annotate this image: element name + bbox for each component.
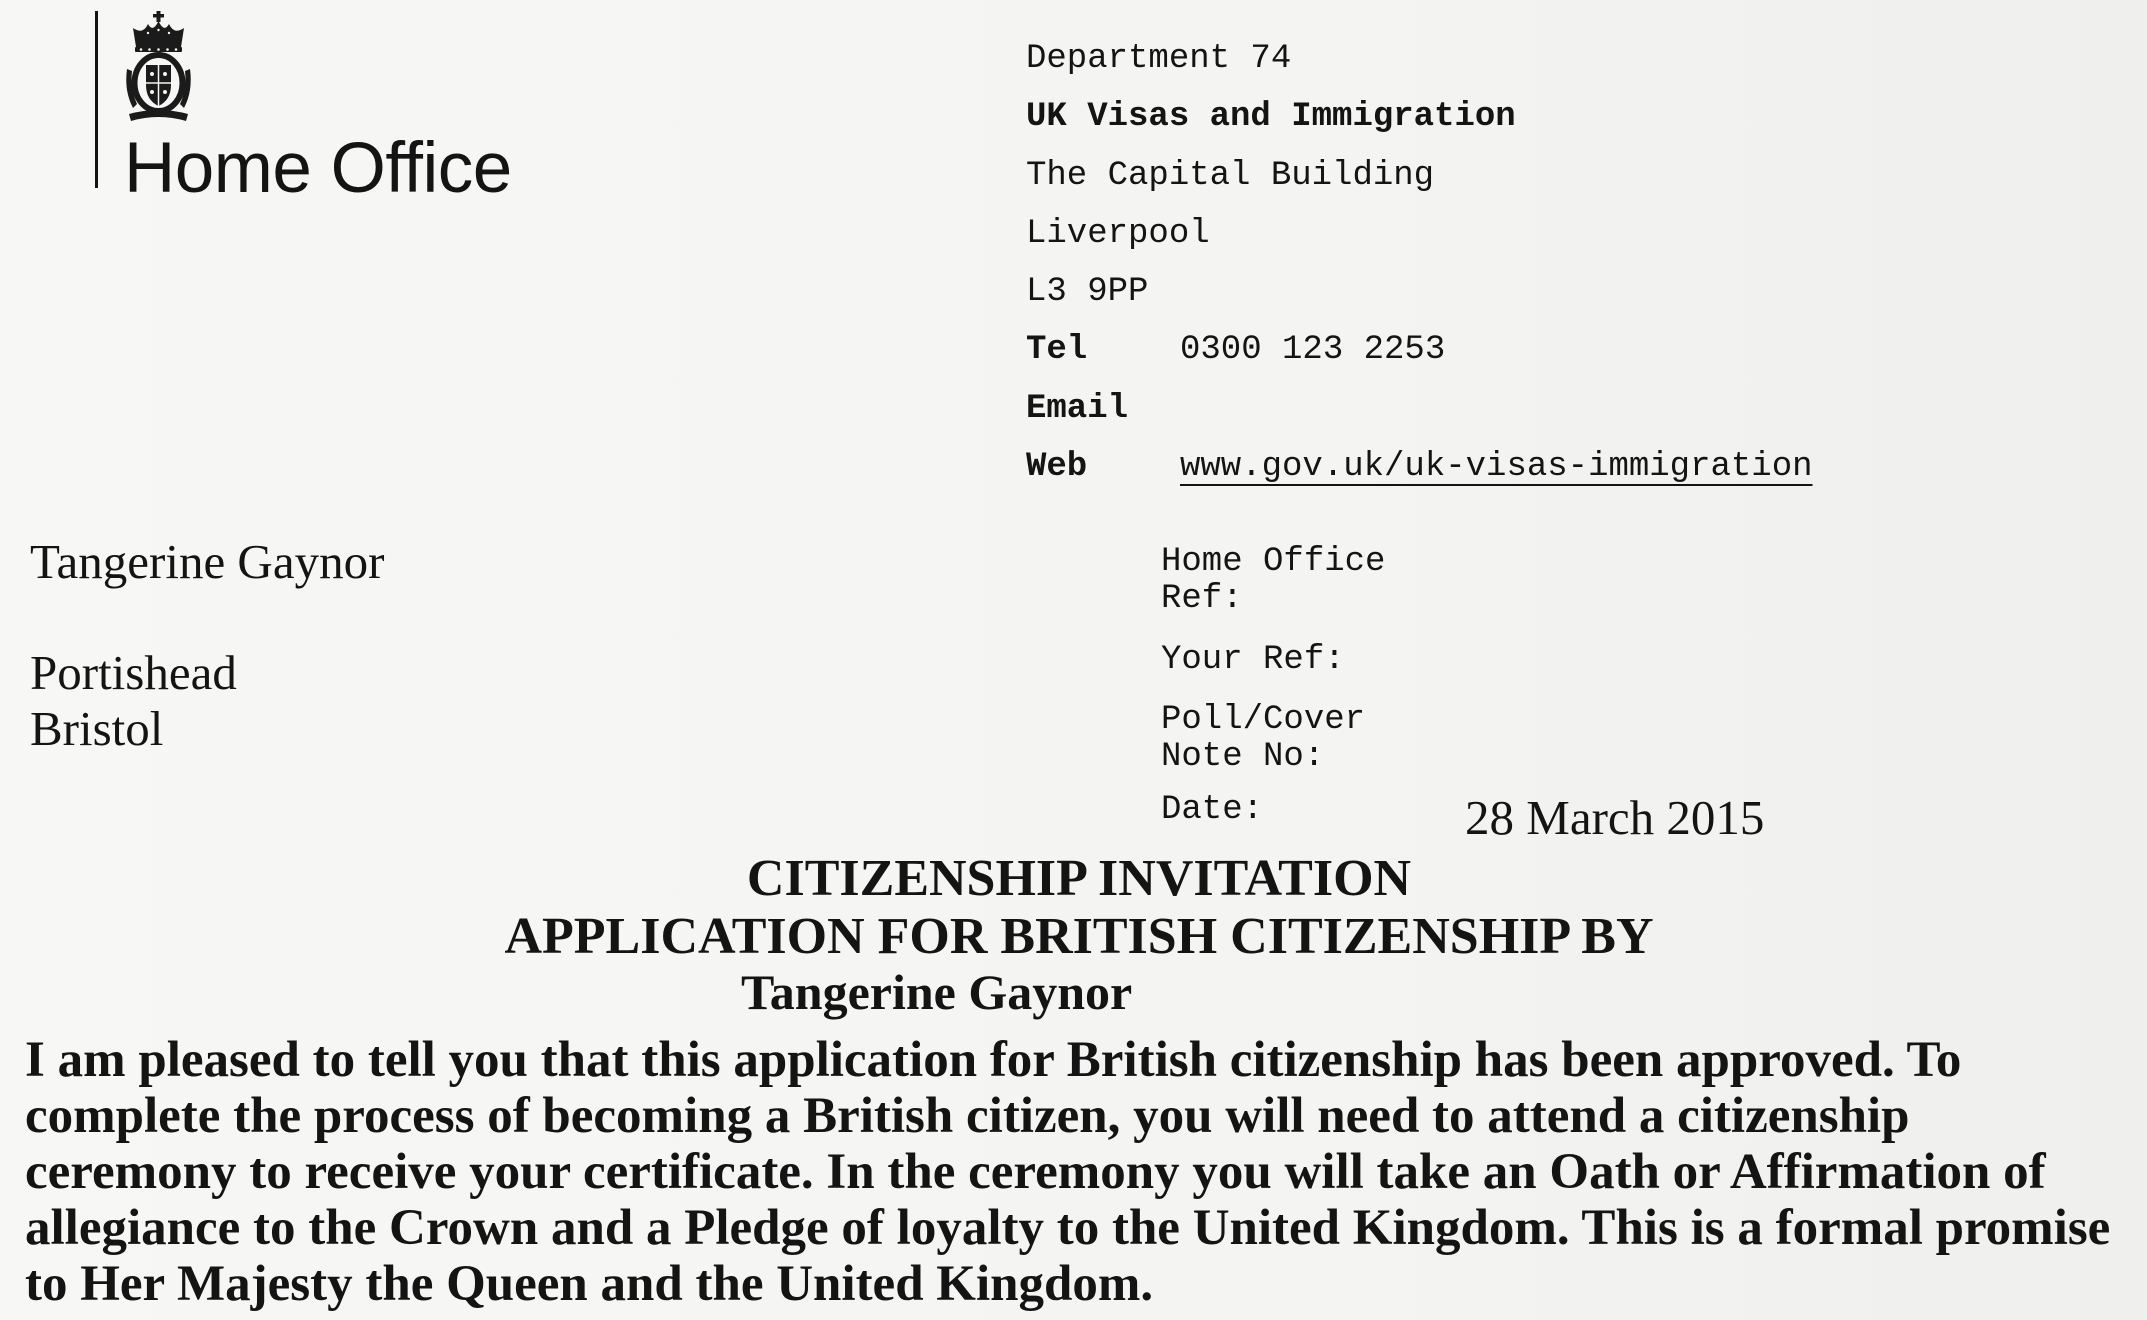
recipient-town: Portishead	[30, 645, 237, 700]
agency-line: UK Visas and Immigration	[1026, 98, 1516, 137]
poll-cover-note-label	[1161, 702, 1365, 776]
city-line: Liverpool	[1026, 214, 1210, 253]
building-line: The Capital Building	[1026, 156, 1435, 195]
royal-crest-icon	[123, 11, 194, 123]
department-line: Department 74	[1026, 40, 1292, 78]
date-label-text: Date:	[1161, 791, 1264, 829]
postcode-line: L3 9PP	[1026, 273, 1149, 312]
home-office-ref-label	[1161, 544, 1385, 618]
letter-date: 28 March 2015	[1465, 790, 1765, 845]
recipient-name: Tangerine Gaynor	[30, 534, 385, 589]
letter-subtitle: APPLICATION FOR BRITISH CITIZENSHIP BY	[504, 908, 1654, 965]
date-label	[1161, 792, 1263, 829]
poll-cover-line1: Poll/Cover	[1161, 701, 1366, 739]
logo-divider-line	[95, 11, 98, 188]
letter-title: CITIZENSHIP INVITATION	[746, 850, 1412, 907]
web-row	[1026, 438, 1813, 496]
body-line: complete the process of becoming a British citizen, you will need to attend a citizenship	[25, 1088, 1910, 1144]
tel-row	[1026, 321, 1813, 379]
tel-label: Tel	[1026, 331, 1088, 370]
home-office-ref-line2: Ref:	[1161, 580, 1243, 618]
your-ref-label	[1161, 642, 1345, 679]
home-office-ref-line1: Home Office	[1161, 543, 1386, 581]
recipient-city: Bristol	[30, 701, 164, 756]
poll-cover-line2: Note No:	[1161, 738, 1325, 776]
body-line: ceremony to receive your certificate. In the ceremony you will take an Oath or Affirmation of	[25, 1144, 2046, 1200]
email-row	[1026, 380, 1813, 438]
web-url: www.gov.uk/uk-visas-immigration	[1180, 448, 1813, 487]
web-label: Web	[1026, 448, 1088, 487]
sender-address-block	[1026, 30, 1813, 496]
email-label: Email	[1026, 389, 1129, 428]
tel-value: 0300 123 2253	[1180, 331, 1446, 370]
applicant-name: Tangerine Gaynor	[741, 964, 1133, 1020]
home-office-logo-text: Home Office	[124, 129, 512, 208]
body-line: allegiance to the Crown and a Pledge of loyalty to the United Kingdom. This is a formal promise	[25, 1200, 2111, 1256]
your-ref-text: Your Ref:	[1161, 641, 1345, 679]
body-paragraph	[25, 1032, 2110, 1312]
body-line: to Her Majesty the Queen and the United Kingdom.	[25, 1256, 1154, 1312]
body-line: I am pleased to tell you that this application for British citizenship has been approved. To	[25, 1032, 1962, 1088]
